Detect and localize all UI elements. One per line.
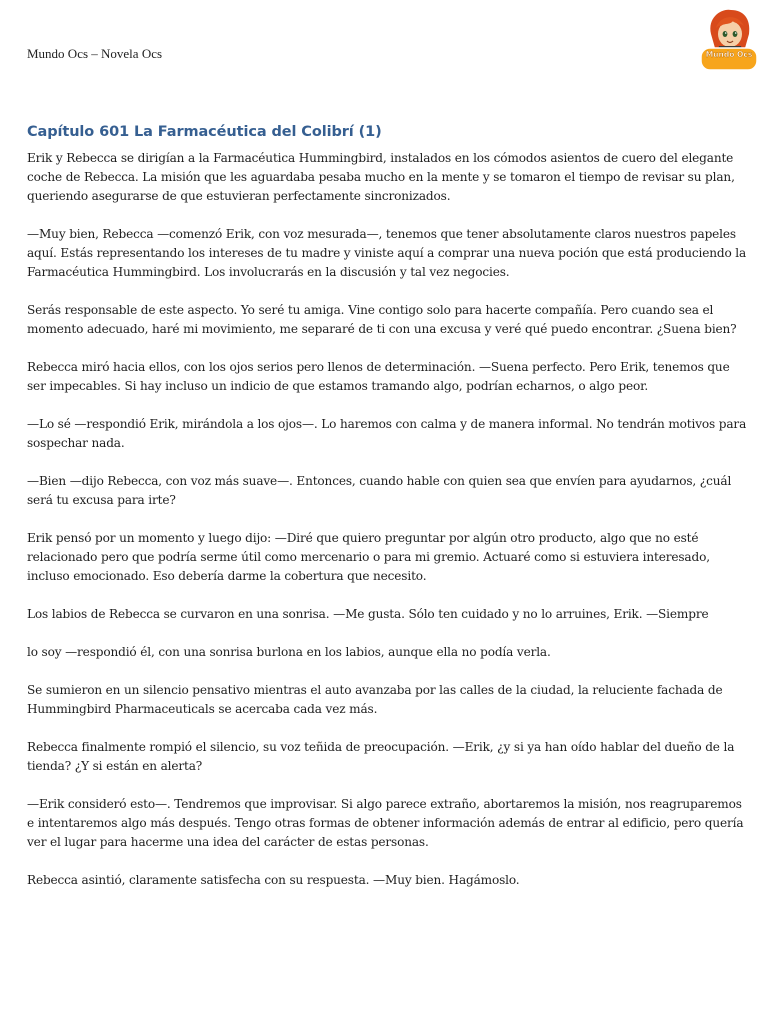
paragraph: Serás responsable de este aspecto. Yo seré tu amiga. Vine contigo solo para hacerte compañía. Pero cuando sea el momento adecuado, haré mi movimiento, me separaré de ti con una excusa y veré qué puedo encontrar. ¿Suena bien? <box>27 303 737 336</box>
logo-text: Mundo Ocs <box>705 50 753 59</box>
anime-girl-mascot-icon <box>697 8 761 72</box>
paragraph: —Muy bien, Rebecca —comenzó Erik, con voz mesurada—, tenemos que tener absolutamente claros nuestros papeles aquí. Estás representando los intereses de tu madre y viniste aquí a comprar una nueva poción que está produciendo la Farmacéutica Hummingbird. Los involucrarás en la discusión y tal vez negocies. <box>27 227 747 279</box>
paragraph: lo soy —respondió él, con una sonrisa burlona en los labios, aunque ella no podía verla. <box>27 645 551 659</box>
paragraph: —Erik consideró esto—. Tendremos que improvisar. Si algo parece extraño, abortaremos la misión, nos reagruparemos e intentaremos algo más después. Tengo otras formas de obtener información además de entrar al edificio, pero quería ver el lugar para hacerme una idea del carácter de estas personas. <box>27 797 744 849</box>
paragraph: Se sumieron en un silencio pensativo mientras el auto avanzaba por las calles de la ciudad, la reluciente fachada de Hummingbird Pharmaceuticals se acercaba cada vez más. <box>27 683 723 716</box>
chapter-body <box>27 149 751 909</box>
paragraph: Rebecca finalmente rompió el silencio, su voz teñida de preocupación. —Erik, ¿y si ya han oído hablar del dueño de la tienda? ¿Y si están en alerta? <box>27 740 735 773</box>
paragraph: Los labios de Rebecca se curvaron en una sonrisa. —Me gusta. Sólo ten cuidado y no lo arruines, Erik. —Siempre <box>27 607 709 621</box>
mundo-ocs-logo <box>697 8 761 72</box>
chapter-title: Capítulo 601 La Farmacéutica del Colibrí (1) <box>27 124 382 140</box>
paragraph: Erik y Rebecca se dirigían a la Farmacéutica Hummingbird, instalados en los cómodos asientos de cuero del elegante coche de Rebecca. La misión que les aguardaba pesaba mucho en la mente y se tomaron el tiempo de revisar su plan, queriendo asegurarse de que estuvieran perfectamente sincronizados. <box>27 151 735 203</box>
site-header-label: Mundo Ocs – Novela Ocs <box>27 46 163 61</box>
paragraph: Rebecca asintió, claramente satisfecha con su respuesta. —Muy bien. Hagámoslo. <box>27 873 520 887</box>
paragraph: Erik pensó por un momento y luego dijo: —Diré que quiero preguntar por algún otro producto, algo que no esté relacionado pero que podría serme útil como mercenario o para mi gremio. Actuaré como si estuviera interesado, incluso emocionado. Eso debería darme la cobertura que necesito. <box>27 531 710 583</box>
paragraph: —Bien —dijo Rebecca, con voz más suave—. Entonces, cuando hable con quien sea que envíen para ayudarnos, ¿cuál será tu excusa para irte? <box>27 474 732 507</box>
paragraph: —Lo sé —respondió Erik, mirándola a los ojos—. Lo haremos con calma y de manera informal. No tendrán motivos para sospechar nada. <box>27 417 747 450</box>
paragraph: Rebecca miró hacia ellos, con los ojos serios pero llenos de determinación. —Suena perfecto. Pero Erik, tenemos que ser impecables. Si hay incluso un indicio de que estamos tramando algo, podrían echarnos, o algo peor. <box>27 360 730 393</box>
